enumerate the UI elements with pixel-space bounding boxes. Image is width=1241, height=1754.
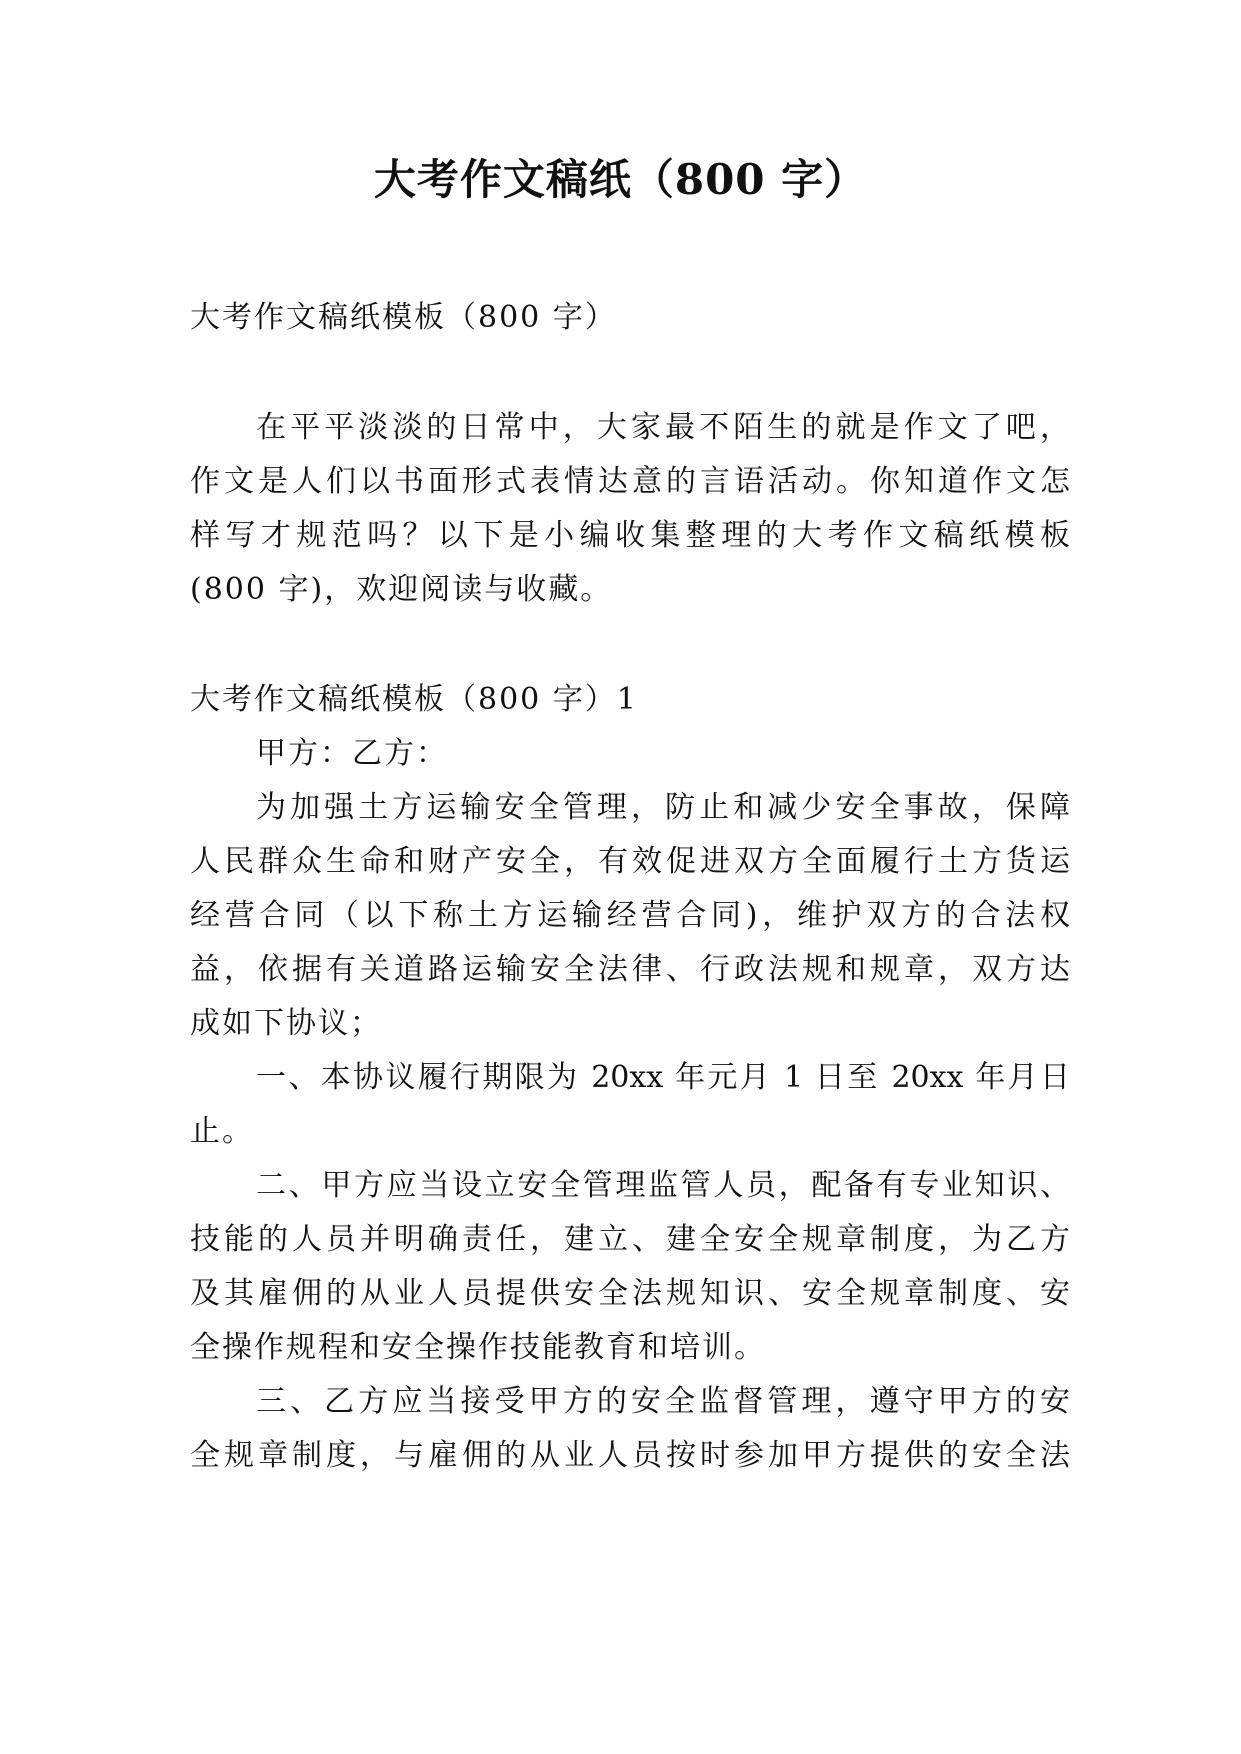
clause-line: 技能的人员并明确责任，建立、建全安全规章制度，为乙方 [190,1222,1070,1257]
clause-line: 三、乙方应当接受甲方的安全监督管理，遵守甲方的安 [256,1384,1070,1419]
section-heading: 大考作文稿纸模板（800 字）1 [190,682,638,717]
clause-line: 全操作规程和安全操作技能教育和培训。 [190,1330,766,1365]
paragraph-line: 样写才规范吗？以下是小编收集整理的大考作文稿纸模板 [190,518,1070,553]
paragraph-line: 在平平淡淡的日常中，大家最不陌生的就是作文了吧， [256,410,1070,445]
paragraph-line: 成如下协议； [190,1006,382,1041]
paragraph-line: (800 字)，欢迎阅读与收藏。 [190,572,613,607]
clause-line: 二、甲方应当设立安全管理监管人员，配备有专业知识、 [256,1168,1070,1203]
clause-line: 及其雇佣的从业人员提供安全法规知识、安全规章制度、安 [190,1276,1070,1311]
clause-line: 止。 [190,1114,254,1149]
paragraph-line: 为加强土方运输安全管理，防止和减少安全事故，保障 [256,790,1070,825]
paragraph-line: 作文是人们以书面形式表情达意的言语活动。你知道作文怎 [190,464,1070,499]
clause-line: 一、本协议履行期限为 20xx 年元月 1 日至 20xx 年月日 [256,1060,1070,1095]
party-line: 甲方：乙方： [256,736,448,771]
clause-line: 全规章制度，与雇佣的从业人员按时参加甲方提供的安全法 [190,1438,1070,1473]
document-title: 大考作文稿纸（800 字） [373,155,868,204]
subtitle-line: 大考作文稿纸模板（800 字） [190,300,617,335]
paragraph-line: 经营合同（以下称土方运输经营合同)，维护双方的合法权 [190,898,1070,933]
paragraph-line: 人民群众生命和财产安全，有效促进双方全面履行土方货运 [190,844,1070,879]
paragraph-line: 益，依据有关道路运输安全法律、行政法规和规章，双方达 [190,952,1070,987]
